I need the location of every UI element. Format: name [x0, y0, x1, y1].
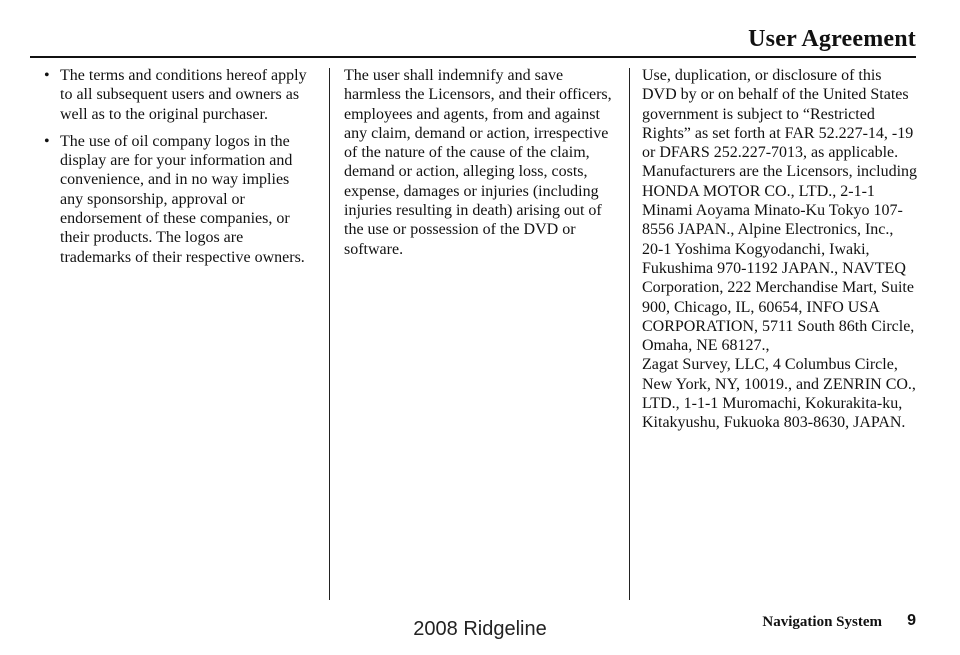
bullet-item — [44, 66, 316, 124]
column-1 — [44, 66, 316, 275]
column-2 — [344, 66, 612, 259]
page-title: User Agreement — [748, 26, 916, 52]
watermark: 2008 Ridgeline — [413, 618, 547, 640]
column-3 — [642, 66, 918, 433]
title-rule — [30, 56, 916, 58]
bullet-text: The terms and conditions hereof apply to all subsequent users and owners as well as to the original purchaser. — [60, 67, 307, 123]
indemnify-paragraph: The user shall indemnify and save harmless the Licensors, and their officers, employees and agents, from and against any claim, demand or action, irrespective of the nature of the cause of the claim, demand or action, alleging loss, costs, expense, damages or injuries (including injuries resulting in death) arising out of the use or possession of the DVD or software. — [344, 67, 612, 258]
column-divider — [629, 68, 630, 600]
bullet-list — [44, 66, 316, 267]
bullet-text: The use of oil company logos in the display are for your information and convenience, and in no way implies any sponsorship, approval or endorsement of these companies, or their products. The logos are trademarks of their respective owners. — [60, 132, 305, 266]
bullet-mark: • — [44, 132, 50, 150]
column-divider — [329, 68, 330, 600]
licensors-paragraph: Zagat Survey, LLC, 4 Columbus Circle, New York, NY, 10019., and ZENRIN CO., LTD., 1-1-1 Muromachi, Kokurakita-ku, Kitakyushu, Fukuoka 803-8630, JAPAN. — [642, 356, 916, 432]
bullet-item — [44, 132, 316, 267]
footer-section-label: Navigation System — [762, 614, 882, 630]
bullet-mark: • — [44, 67, 50, 84]
page-number: 9 — [907, 612, 916, 629]
restricted-rights-paragraph: Use, duplication, or disclosure of this DVD by or on behalf of the United States government is subject to “Restricted Rights” as set forth at FAR 52.227-14, -19 or DFARS 252.227-7013, as applicable. Manufacturers are the Licensors, including HONDA MOTOR CO., LTD., 2-1-1 Minami Aoyama Minato-Ku Tokyo 107-8556 JAPAN., Alpine Electronics, Inc., 20-1 Yoshima Kogyodanchi, Iwaki, Fukushima 970-1192 JAPAN., NAVTEQ Corporation, 222 Merchandise Mart, Suite 900, Chicago, IL, 60654, INFO USA CORPORATION, 5711 South 86th Circle, Omaha, NE 68127., — [642, 67, 918, 355]
